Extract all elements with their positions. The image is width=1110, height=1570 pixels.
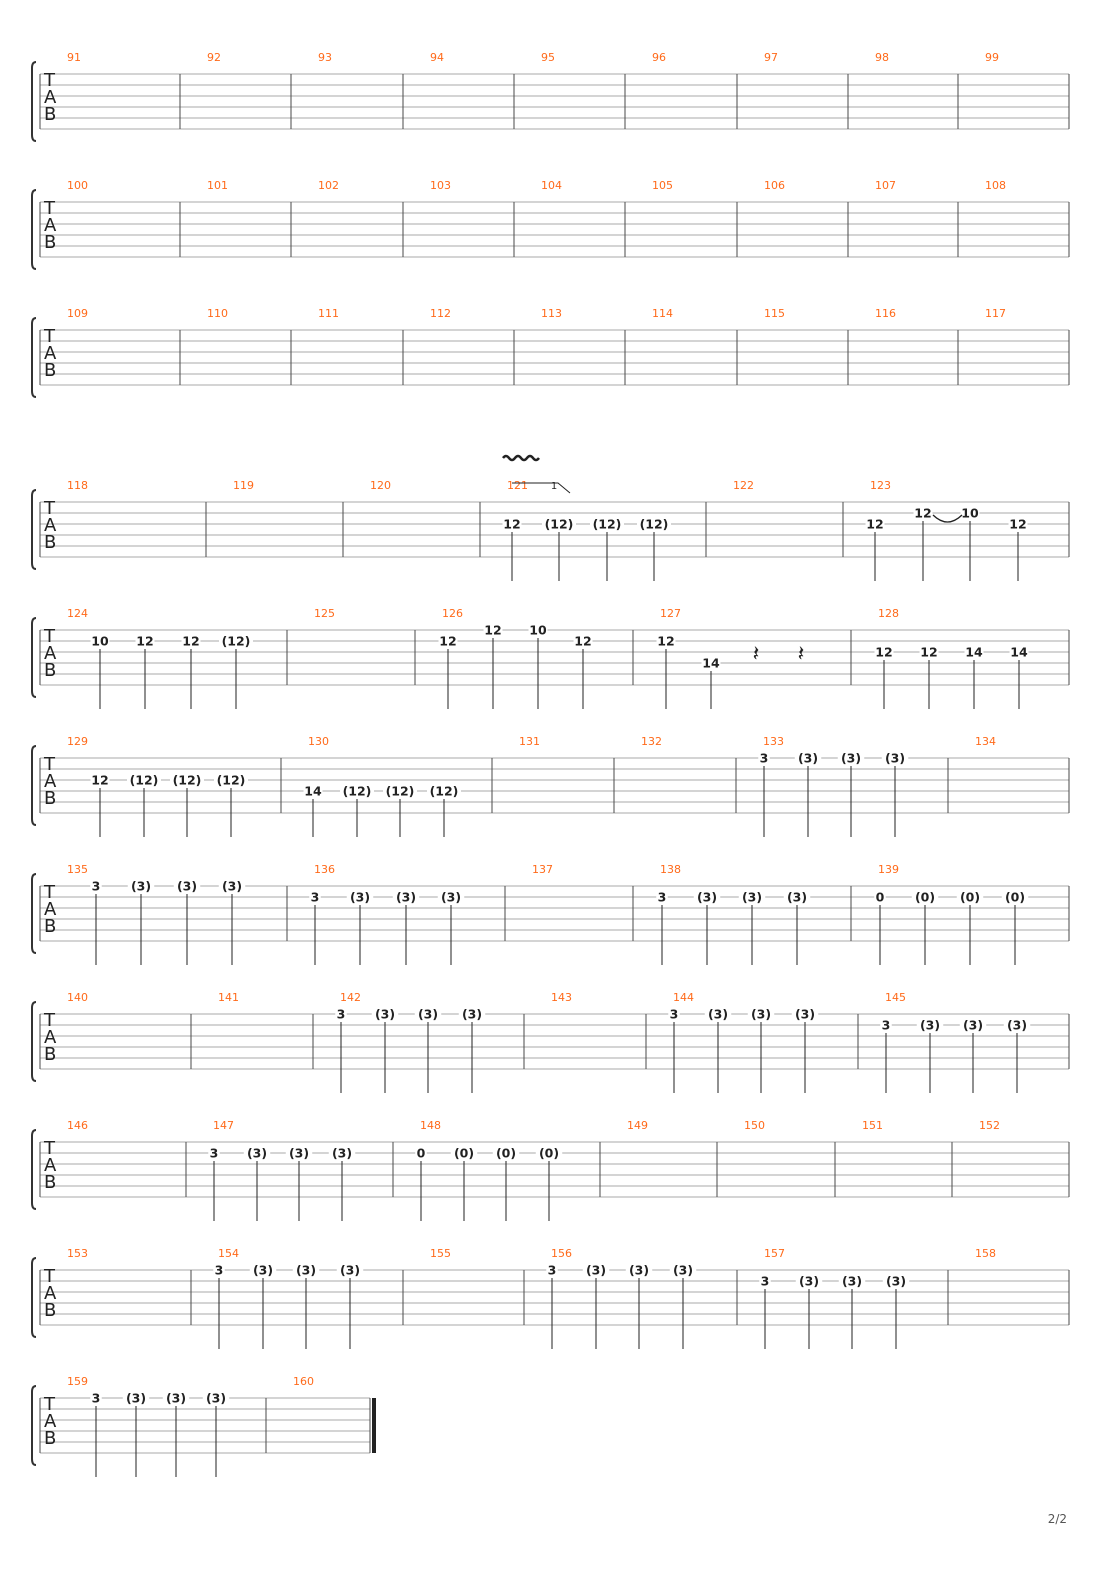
fret-number: (3) xyxy=(246,1145,268,1161)
tab-clef-letter: B xyxy=(44,788,57,809)
fret-number: 3 xyxy=(759,750,769,766)
measure-number: 151 xyxy=(862,1119,883,1132)
fret-number: (3) xyxy=(750,1006,772,1022)
measure-number: 149 xyxy=(627,1119,648,1132)
fret-number: 12 xyxy=(657,633,675,649)
tab-clef-letter: T xyxy=(44,1394,55,1415)
measure-number: 115 xyxy=(764,307,785,320)
fret-number: (3) xyxy=(461,1006,483,1022)
fret-number: (3) xyxy=(331,1145,353,1161)
system-bracket xyxy=(32,874,36,953)
vibrato-mark xyxy=(503,456,539,460)
measure-number: 112 xyxy=(430,307,451,320)
measure-number: 143 xyxy=(551,991,572,1004)
fret-number: (3) xyxy=(130,878,152,894)
tab-clef-letter: B xyxy=(44,1172,57,1193)
system-bracket xyxy=(32,62,36,141)
fret-number: (3) xyxy=(672,1262,694,1278)
system-bracket xyxy=(32,190,36,269)
fret-number: (3) xyxy=(798,1273,820,1289)
measure-number: 116 xyxy=(875,307,896,320)
quarter-rest: 𝄽 xyxy=(752,642,760,667)
fret-number: (3) xyxy=(395,889,417,905)
measure-number: 154 xyxy=(218,1247,239,1260)
tab-system xyxy=(32,179,1069,269)
fret-number: 3 xyxy=(669,1006,679,1022)
page-indicator: 2/2 xyxy=(1047,1512,1067,1526)
measure-number: 96 xyxy=(652,51,666,64)
measure-number: 139 xyxy=(878,863,899,876)
measure-number: 141 xyxy=(218,991,239,1004)
tab-clef-letter: A xyxy=(44,1155,57,1176)
tab-system xyxy=(32,456,1069,581)
fret-number: (3) xyxy=(252,1262,274,1278)
system-bracket xyxy=(32,1258,36,1337)
fret-number: (3) xyxy=(962,1017,984,1033)
tab-clef-letter: A xyxy=(44,899,57,920)
tab-clef-letter: T xyxy=(44,70,55,91)
measure-number: 159 xyxy=(67,1375,88,1388)
fret-number: (3) xyxy=(585,1262,607,1278)
fret-number: (3) xyxy=(884,750,906,766)
fret-number: (3) xyxy=(440,889,462,905)
fret-number: (12) xyxy=(129,772,159,788)
fret-number: 12 xyxy=(866,516,884,532)
measure-number: 108 xyxy=(985,179,1006,192)
fret-number: 14 xyxy=(702,655,720,671)
slur-arc xyxy=(933,515,962,522)
measure-number: 135 xyxy=(67,863,88,876)
measure-number: 131 xyxy=(519,735,540,748)
fret-number: (3) xyxy=(221,878,243,894)
tab-clef-letter: A xyxy=(44,343,57,364)
fret-number: (12) xyxy=(544,516,574,532)
fret-number: (0) xyxy=(914,889,936,905)
measure-number: 144 xyxy=(673,991,694,1004)
tab-clef-letter: A xyxy=(44,215,57,236)
tab-clef-letter: A xyxy=(44,1411,57,1432)
measure-number: 148 xyxy=(420,1119,441,1132)
fret-number: (3) xyxy=(628,1262,650,1278)
tab-clef-letter: B xyxy=(44,1428,57,1449)
tab-clef-letter: B xyxy=(44,1300,57,1321)
fret-number: (3) xyxy=(794,1006,816,1022)
measure-number: 155 xyxy=(430,1247,451,1260)
fret-number: 14 xyxy=(304,783,322,799)
measure-number: 130 xyxy=(308,735,329,748)
fret-number: (0) xyxy=(453,1145,475,1161)
tab-clef-letter: A xyxy=(44,87,57,108)
measure-number: 153 xyxy=(67,1247,88,1260)
fret-number: (0) xyxy=(1004,889,1026,905)
measure-number: 120 xyxy=(370,479,391,492)
tab-system xyxy=(32,863,1069,965)
fret-number: (3) xyxy=(786,889,808,905)
measure-number: 133 xyxy=(763,735,784,748)
fret-number: (0) xyxy=(959,889,981,905)
measure-number: 129 xyxy=(67,735,88,748)
measure-number: 109 xyxy=(67,307,88,320)
fret-number: (3) xyxy=(125,1390,147,1406)
fret-number: 12 xyxy=(182,633,200,649)
measure-number: 106 xyxy=(764,179,785,192)
tab-system xyxy=(32,735,1069,837)
measure-number: 111 xyxy=(318,307,339,320)
measure-number: 137 xyxy=(532,863,553,876)
tab-clef-letter: B xyxy=(44,104,57,125)
tab-clef-letter: T xyxy=(44,498,55,519)
tab-clef-letter: B xyxy=(44,232,57,253)
fret-number: 12 xyxy=(439,633,457,649)
fret-number: (0) xyxy=(495,1145,517,1161)
fret-number: (3) xyxy=(417,1006,439,1022)
fret-number: 3 xyxy=(657,889,667,905)
measure-number: 150 xyxy=(744,1119,765,1132)
measure-number: 125 xyxy=(314,607,335,620)
system-bracket xyxy=(32,1130,36,1209)
fret-number: 12 xyxy=(1009,516,1027,532)
fret-number: (3) xyxy=(707,1006,729,1022)
tab-clef-letter: T xyxy=(44,1138,55,1159)
measure-number: 92 xyxy=(207,51,221,64)
quarter-rest: 𝄽 xyxy=(797,642,805,667)
fret-number: 14 xyxy=(1010,644,1028,660)
fret-number: (3) xyxy=(1006,1017,1028,1033)
fret-number: 3 xyxy=(881,1017,891,1033)
system-bracket xyxy=(32,746,36,825)
measure-number: 152 xyxy=(979,1119,1000,1132)
measure-number: 147 xyxy=(213,1119,234,1132)
measure-number: 126 xyxy=(442,607,463,620)
tab-clef-letter: B xyxy=(44,660,57,681)
tab-clef-letter: T xyxy=(44,882,55,903)
tab-clef-letter: T xyxy=(44,754,55,775)
tab-system xyxy=(32,1247,1069,1349)
fret-number: (3) xyxy=(374,1006,396,1022)
system-bracket xyxy=(32,618,36,697)
fret-number: 0 xyxy=(416,1145,426,1161)
measure-number: 134 xyxy=(975,735,996,748)
fret-number: (3) xyxy=(797,750,819,766)
tab-clef-letter: B xyxy=(44,916,57,937)
tab-clef-letter: A xyxy=(44,1027,57,1048)
system-bracket xyxy=(32,318,36,397)
tab-clef-letter: A xyxy=(44,515,57,536)
fret-number: 14 xyxy=(965,644,983,660)
measure-number: 127 xyxy=(660,607,681,620)
measure-number: 113 xyxy=(541,307,562,320)
measure-number: 117 xyxy=(985,307,1006,320)
measure-number: 118 xyxy=(67,479,88,492)
measure-number: 146 xyxy=(67,1119,88,1132)
fret-number: (12) xyxy=(592,516,622,532)
measure-number: 156 xyxy=(551,1247,572,1260)
measure-number: 121 xyxy=(507,479,528,492)
measure-number: 103 xyxy=(430,179,451,192)
tab-clef-letter: T xyxy=(44,626,55,647)
measure-number: 104 xyxy=(541,179,562,192)
fret-number: (12) xyxy=(385,783,415,799)
fret-number: 12 xyxy=(574,633,592,649)
fret-number: (12) xyxy=(639,516,669,532)
measure-number: 136 xyxy=(314,863,335,876)
measure-number: 142 xyxy=(340,991,361,1004)
fret-number: 3 xyxy=(310,889,320,905)
fret-number: 3 xyxy=(214,1262,224,1278)
fret-number: (3) xyxy=(165,1390,187,1406)
fret-number: (3) xyxy=(741,889,763,905)
fret-number: 0 xyxy=(875,889,885,905)
tab-clef-letter: T xyxy=(44,326,55,347)
measure-number: 158 xyxy=(975,1247,996,1260)
measure-number: 95 xyxy=(541,51,555,64)
tab-system xyxy=(32,1375,374,1477)
tab-clef-letter: B xyxy=(44,1044,57,1065)
measure-number: 91 xyxy=(67,51,81,64)
measure-number: 94 xyxy=(430,51,444,64)
tab-clef-letter: T xyxy=(44,198,55,219)
measure-number: 132 xyxy=(641,735,662,748)
system-bracket xyxy=(32,1386,36,1465)
fret-number: (0) xyxy=(538,1145,560,1161)
fret-number: 10 xyxy=(91,633,109,649)
tab-system xyxy=(32,607,1069,709)
tab-clef-letter: A xyxy=(44,771,57,792)
fret-number: 12 xyxy=(875,644,893,660)
fret-number: (3) xyxy=(205,1390,227,1406)
tab-clef-letter: A xyxy=(44,643,57,664)
fret-number: 3 xyxy=(336,1006,346,1022)
fret-number: 3 xyxy=(547,1262,557,1278)
measure-number: 122 xyxy=(733,479,754,492)
measure-number: 119 xyxy=(233,479,254,492)
measure-number: 145 xyxy=(885,991,906,1004)
fret-number: 12 xyxy=(136,633,154,649)
measure-number: 100 xyxy=(67,179,88,192)
system-bracket xyxy=(32,1002,36,1081)
measure-number: 107 xyxy=(875,179,896,192)
fret-number: (3) xyxy=(295,1262,317,1278)
measure-number: 102 xyxy=(318,179,339,192)
fret-number: 12 xyxy=(484,622,502,638)
measure-number: 124 xyxy=(67,607,88,620)
measure-number: 138 xyxy=(660,863,681,876)
tab-clef-letter: A xyxy=(44,1283,57,1304)
fret-number: 12 xyxy=(920,644,938,660)
measure-number: 157 xyxy=(764,1247,785,1260)
measure-number: 128 xyxy=(878,607,899,620)
fret-number: 3 xyxy=(760,1273,770,1289)
fret-number: (3) xyxy=(841,1273,863,1289)
fret-number: 3 xyxy=(91,1390,101,1406)
fret-number: 10 xyxy=(961,505,979,521)
measure-number: 110 xyxy=(207,307,228,320)
measure-number: 160 xyxy=(293,1375,314,1388)
measure-number: 105 xyxy=(652,179,673,192)
whammy-bar-value: 1 xyxy=(550,481,558,492)
fret-number: (3) xyxy=(840,750,862,766)
tab-clef-letter: T xyxy=(44,1010,55,1031)
measure-number: 123 xyxy=(870,479,891,492)
fret-number: (3) xyxy=(885,1273,907,1289)
measure-number: 98 xyxy=(875,51,889,64)
fret-number: (3) xyxy=(176,878,198,894)
measure-number: 101 xyxy=(207,179,228,192)
measure-number: 99 xyxy=(985,51,999,64)
fret-number: (3) xyxy=(349,889,371,905)
fret-number: 3 xyxy=(209,1145,219,1161)
tab-system xyxy=(32,991,1069,1093)
measure-number: 140 xyxy=(67,991,88,1004)
fret-number: (12) xyxy=(216,772,246,788)
tab-clef-letter: T xyxy=(44,1266,55,1287)
tab-system xyxy=(32,307,1069,397)
fret-number: 10 xyxy=(529,622,547,638)
fret-number: 12 xyxy=(91,772,109,788)
tab-system xyxy=(32,1119,1069,1221)
measure-number: 93 xyxy=(318,51,332,64)
fret-number: (3) xyxy=(339,1262,361,1278)
fret-number: (3) xyxy=(696,889,718,905)
system-bracket xyxy=(32,490,36,569)
tab-system xyxy=(32,51,1069,141)
fret-number: (12) xyxy=(221,633,251,649)
tab-clef-letter: B xyxy=(44,532,57,553)
fret-number: 3 xyxy=(91,878,101,894)
fret-number: 12 xyxy=(503,516,521,532)
fret-number: (12) xyxy=(429,783,459,799)
fret-number: 12 xyxy=(914,505,932,521)
fret-number: (3) xyxy=(919,1017,941,1033)
fret-number: (12) xyxy=(172,772,202,788)
measure-number: 114 xyxy=(652,307,673,320)
measure-number: 97 xyxy=(764,51,778,64)
tab-clef-letter: B xyxy=(44,360,57,381)
fret-number: (3) xyxy=(288,1145,310,1161)
fret-number: (12) xyxy=(342,783,372,799)
